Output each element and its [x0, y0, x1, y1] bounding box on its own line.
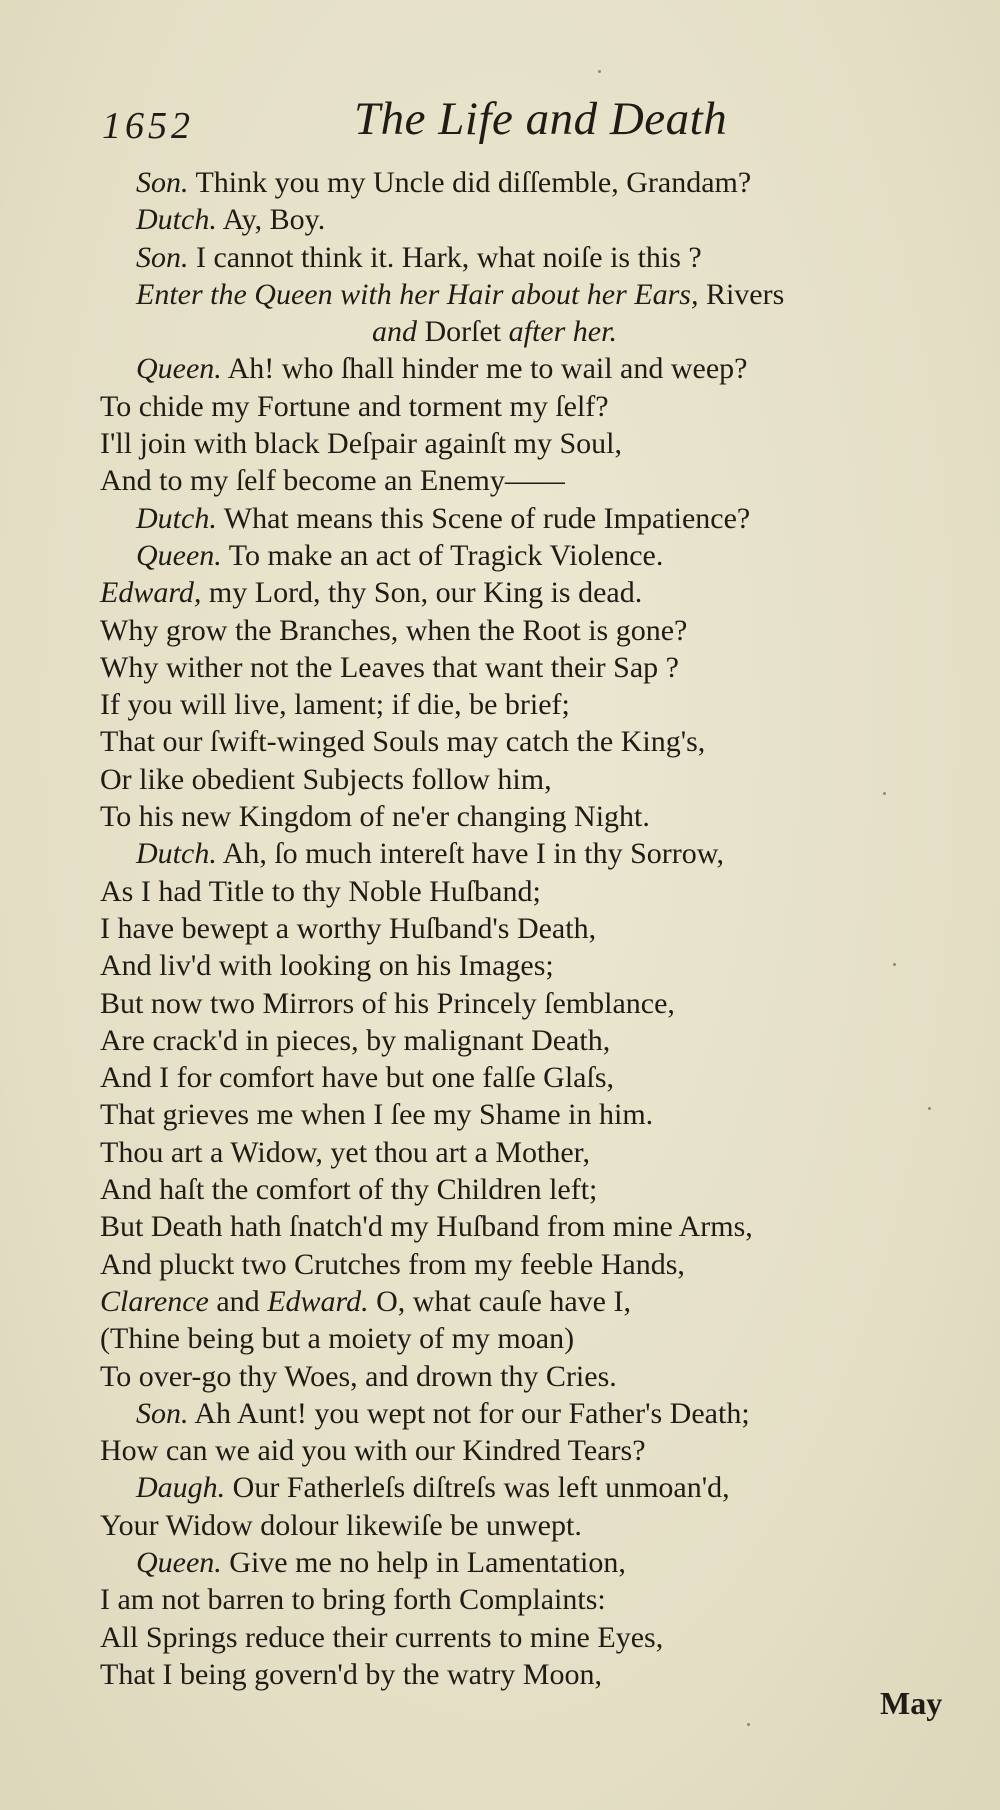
text-line: That I being govern'd by the watry Moon, [100, 1657, 602, 1691]
text-line: Queen. Give me no help in Lamentation, [136, 1545, 626, 1579]
text-line: Dutch. What means this Scene of rude Impatience? [136, 501, 751, 535]
text-line: Or like obedient Subjects follow him, [100, 762, 552, 796]
speaker-label: Dutch. [136, 203, 217, 237]
text-line: Why wither not the Leaves that want their Sap ? [100, 650, 679, 684]
text-line: Queen. To make an act of Tragick Violence. [136, 538, 664, 572]
text-line: But now two Mirrors of his Princely ſemblance, [100, 986, 675, 1020]
text-line: Son. I cannot think it. Hark, what noiſe is this ? [136, 240, 702, 274]
text-line: I have bewept a worthy Huſband's Death, [100, 911, 597, 945]
speaker-label: Daugh. [136, 1471, 226, 1505]
text-line: That grieves me when I ſee my Shame in him. [100, 1098, 654, 1132]
paper-speck [893, 963, 896, 966]
text-line: Your Widow dolour likewiſe be unwept. [100, 1508, 582, 1542]
text-line: All Springs reduce their currents to mine Eyes, [100, 1620, 664, 1654]
speaker-label: Dutch. [136, 837, 217, 871]
running-title: The Life and Death [354, 93, 728, 145]
text-line: I'll join with black Deſpair againſt my Soul, [100, 427, 622, 461]
text-line: (Thine being but a moiety of my moan) [100, 1322, 575, 1356]
speaker-label: Son. [136, 240, 189, 274]
paper-speck [928, 1107, 931, 1110]
text-line: Son. Ah Aunt! you wept not for our Father's Death; [136, 1396, 750, 1430]
page-number: 1652 [102, 105, 194, 147]
speaker-label: Son. [136, 166, 189, 199]
text-line: How can we aid you with our Kindred Tears? [100, 1434, 646, 1468]
text-line: Son. Think you my Uncle did diſſemble, Grandam? [136, 166, 752, 199]
text-line: As I had Title to thy Noble Huſband; [100, 874, 541, 908]
text-line: Edward, my Lord, thy Son, our King is dead. [100, 576, 643, 610]
speaker-label: Son. [136, 1396, 189, 1430]
text-line: Thou art a Widow, yet thou art a Mother, [100, 1135, 590, 1169]
paper-speck [747, 1723, 750, 1726]
text-line: And I for comfort have but one falſe Glaſs, [100, 1061, 614, 1095]
text-line: Why grow the Branches, when the Root is gone? [100, 613, 688, 647]
text-line: To over-go thy Woes, and drown thy Cries. [100, 1359, 617, 1393]
text-line: And liv'd with looking on his Images; [100, 949, 554, 983]
text-line: And pluckt two Crutches from my feeble Hands, [100, 1247, 685, 1281]
text-line: Clarence and Edward. O, what cauſe have I, [100, 1284, 631, 1318]
text-line: To his new Kingdom of ne'er changing Night. [100, 800, 650, 834]
paper-speck [598, 70, 601, 73]
speaker-label: Dutch. [136, 501, 217, 535]
text-line: Daugh. Our Fatherleſs diſtreſs was left unmoan'd, [136, 1471, 730, 1505]
play-text [100, 164, 930, 1693]
text-line: I am not barren to bring forth Complaints: [100, 1583, 606, 1617]
text-line: If you will live, lament; if die, be brief; [100, 688, 570, 722]
text-line: And to my ſelf become an Enemy—— [100, 464, 565, 498]
text-line: Dutch. Ay, Boy. [136, 203, 326, 237]
text-line: But Death hath ſnatch'd my Huſband from mine Arms, [100, 1210, 753, 1244]
paper-speck [883, 792, 886, 795]
text-line: Are crack'd in pieces, by malignant Death, [100, 1023, 611, 1057]
text-line: Dutch. Ah, ſo much intereſt have I in thy Sorrow, [136, 837, 724, 871]
speaker-label: Queen. [136, 352, 222, 386]
text-line: That our ſwift-winged Souls may catch the King's, [100, 725, 706, 759]
text-line: To chide my Fortune and torment my ſelf? [100, 389, 609, 423]
text-line: Queen. Ah! who ſhall hinder me to wail and weep? [136, 352, 748, 386]
speaker-label: Queen. [136, 538, 222, 572]
page-header [102, 92, 922, 152]
stage-direction: and Dorſet after her. [372, 315, 617, 349]
text-line: And haſt the comfort of thy Children left; [100, 1173, 598, 1207]
stage-direction: Enter the Queen with her Hair about her Ears, Rivers [136, 277, 785, 311]
catchword: May [880, 1685, 943, 1721]
speaker-label: Queen. [136, 1545, 222, 1579]
